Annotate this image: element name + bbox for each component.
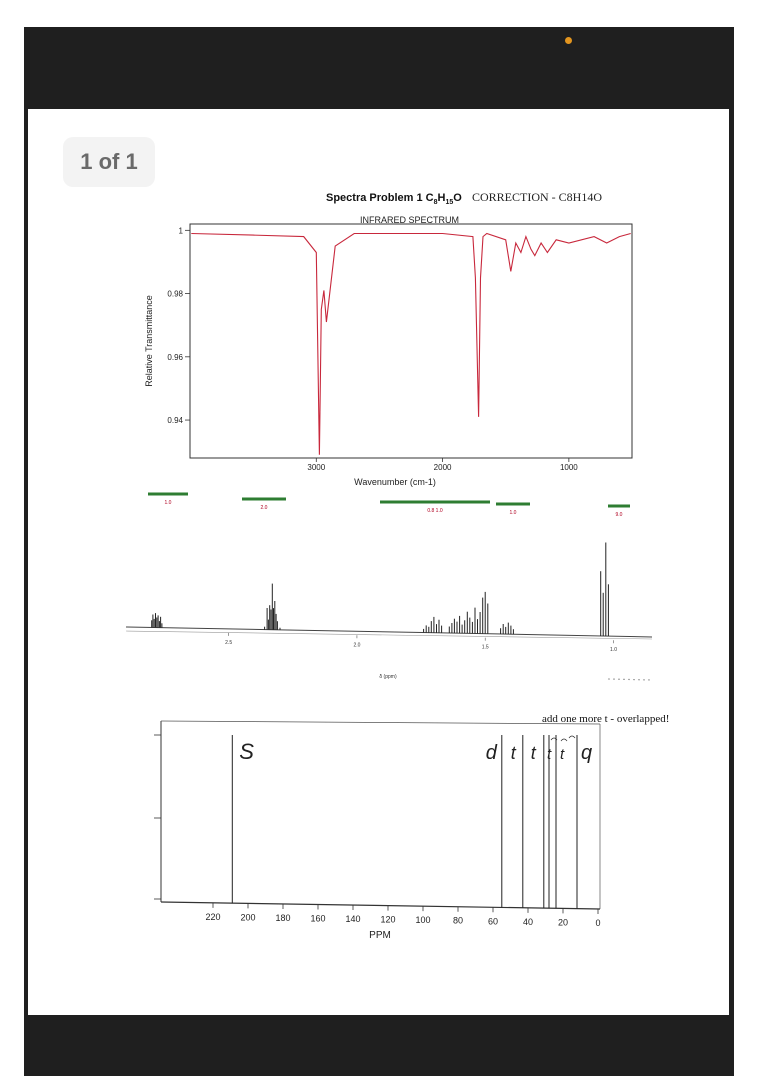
c-nmr-x-tick-label: 180 <box>275 912 291 923</box>
h-nmr-x-label: δ (ppm) <box>379 674 397 680</box>
document-page <box>28 109 729 1015</box>
correction-note: CORRECTION - C8H14O <box>472 190 603 204</box>
h-nmr-integration-label: 9.0 <box>615 512 623 518</box>
h-nmr-x-tick-label: 1.5 <box>481 644 489 651</box>
ir-y-tick-label: 0.96 <box>167 352 183 362</box>
c-nmr-multiplicity-label: t <box>510 743 516 763</box>
h-nmr-integration-label: 0.8 1.0 <box>427 508 443 514</box>
h-nmr-x-tick-label: 2.0 <box>353 642 361 649</box>
ir-series-line <box>191 234 630 455</box>
h-nmr-x-tick-label: 1.0 <box>610 647 617 654</box>
c-nmr-multiplicity-label: q <box>581 742 593 764</box>
c-nmr-x-tick-label: 0 <box>595 917 601 928</box>
document-viewer <box>24 27 734 1076</box>
document-title: Spectra Problem 1 $C_8H_{15}O$ <box>326 192 462 206</box>
c-nmr-multiplicity-label: t <box>560 746 565 763</box>
h-nmr-scan-artifact <box>608 679 652 680</box>
ir-y-label: Relative Transmittance <box>144 295 154 387</box>
c-nmr-x-tick-label: 120 <box>380 914 396 925</box>
ir-spectrum-chart <box>144 215 632 487</box>
c-nmr-multiplicity-label: d <box>485 742 497 764</box>
c-nmr-x-tick-label: 160 <box>310 913 326 924</box>
ir-plot-frame <box>190 224 632 458</box>
h-nmr-x-tick-label: 2.5 <box>225 639 233 646</box>
c-nmr-x-tick-label: 80 <box>452 915 464 926</box>
c-nmr-hand-marks <box>551 736 575 741</box>
c-nmr-multiplicity-label: t <box>547 746 552 763</box>
c-nmr-x-tick-label: 200 <box>240 912 256 923</box>
page-indicator: 1 of 1 <box>63 137 155 187</box>
ir-x-label: Wavenumber (cm-1) <box>354 477 436 487</box>
status-dot-icon <box>565 37 572 44</box>
ir-y-tick-label: 0.98 <box>167 289 183 299</box>
ir-x-tick-label: 1000 <box>559 463 578 472</box>
c-nmr-multiplicity-label: S <box>239 739 254 764</box>
ir-y-tick-label: 0.94 <box>167 416 183 426</box>
ir-title: INFRARED SPECTRUM <box>360 215 460 225</box>
c-nmr-x-tick-label: 100 <box>415 915 431 926</box>
h-nmr-integration-label: 2.0 <box>260 505 268 511</box>
h-nmr-integration-label: 1.0 <box>164 500 172 506</box>
viewer-top-bar <box>24 27 734 109</box>
c-nmr-x-label: PPM <box>369 930 391 941</box>
h-nmr-chart <box>126 494 652 680</box>
c-nmr-x-tick-label: 20 <box>557 917 569 928</box>
c-nmr-x-tick-label: 220 <box>205 911 221 922</box>
c-nmr-x-tick-label: 40 <box>522 916 534 927</box>
c-nmr-annotation: add one more t - overlapped! <box>542 713 670 725</box>
c-nmr-baseline <box>161 902 600 909</box>
c-nmr-multiplicity-label: t <box>530 743 536 763</box>
c-nmr-chart <box>154 713 669 941</box>
page-content <box>28 109 729 1015</box>
ir-x-tick-label: 2000 <box>433 463 452 472</box>
c-nmr-x-tick-label: 140 <box>345 914 361 925</box>
h-nmr-integration-label: 1.0 <box>509 510 517 516</box>
ir-x-tick-label: 3000 <box>307 463 326 472</box>
viewer-bottom-bar <box>24 1015 734 1076</box>
c-nmr-top-edge <box>161 721 600 724</box>
c-nmr-x-tick-label: 60 <box>487 916 499 927</box>
ir-y-tick-label: 1 <box>178 226 183 236</box>
